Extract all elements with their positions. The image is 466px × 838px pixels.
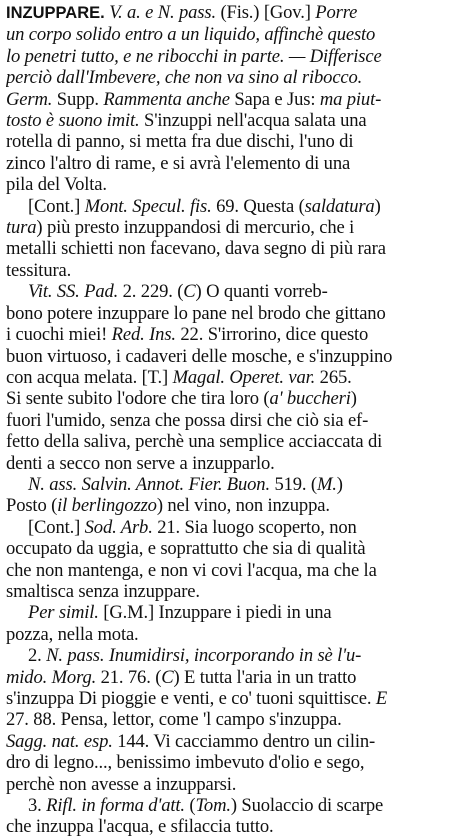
entry-line bbox=[6, 217, 460, 238]
entry-line bbox=[6, 560, 460, 581]
entry-line bbox=[6, 67, 460, 88]
entry-line-text: 27. 88. Pensa, lettor, come 'l campo s'inzuppa. bbox=[6, 709, 342, 731]
entry-line-text: tessitura. bbox=[6, 259, 72, 281]
entry-line-text: bono potere inzuppare lo pane nel brodo che gittano bbox=[6, 302, 386, 324]
entry-line bbox=[6, 774, 460, 795]
entry-line bbox=[6, 153, 460, 174]
entry-line bbox=[6, 367, 460, 388]
entry-line-text: metalli schietti non facevano, dava segno di più rara bbox=[6, 238, 386, 260]
headword: INZUPPARE. bbox=[6, 4, 105, 22]
entry-line-text: [Cont.] Sod. Arb. 21. Sia luogo scoperto, non bbox=[28, 516, 357, 538]
entry-line bbox=[6, 238, 460, 259]
entry-line-text: lo penetri tutto, e ne ribocchi in parte. — Differisce bbox=[6, 45, 382, 67]
entry-line-text: 2. N. pass. Inumidirsi, incorporando in sè l'u- bbox=[28, 645, 362, 667]
entry-line-text: Sagg. nat. esp. 144. Vi cacciammo dentro un cilin- bbox=[6, 730, 376, 752]
entry-line bbox=[6, 281, 460, 302]
entry-line-text: un corpo solido entro a un liquido, affinchè questo bbox=[6, 24, 376, 46]
entry-line bbox=[6, 346, 460, 367]
entry-line-text: rotella di panno, si metta fra due dischi, l'uno di bbox=[6, 131, 354, 153]
entry-line-text: tosto è suono imit. S'inzuppi nell'acqua salata una bbox=[6, 110, 367, 132]
entry-line-text: con acqua melata. [T.] Magal. Operet. var. 265. bbox=[6, 366, 352, 388]
entry-line bbox=[6, 624, 460, 645]
entry-line bbox=[6, 110, 460, 131]
entry-line bbox=[6, 324, 460, 345]
entry-line bbox=[6, 46, 460, 67]
entry-line-text: smaltisca senza inzuppare. bbox=[6, 580, 200, 602]
entry-line bbox=[6, 174, 460, 195]
entry-line bbox=[6, 752, 460, 773]
entry-line bbox=[6, 645, 460, 666]
entry-line-text: i cuochi miei! Red. Ins. 22. S'irrorino, dice questo bbox=[6, 324, 369, 346]
entry-line-text: che non mantenga, e non vi covi l'acqua, ma che la bbox=[6, 559, 377, 581]
entry-line-text: pila del Volta. bbox=[6, 174, 107, 196]
entry-line-text: Germ. Supp. Rammenta anche Sapa e Jus: ma piut- bbox=[6, 88, 382, 110]
entry-line bbox=[6, 495, 460, 516]
entry-line bbox=[6, 688, 460, 709]
entry-line bbox=[6, 538, 460, 559]
entry-line-text: fuori l'umido, senza che possa dirsi che ciò sia ef- bbox=[6, 409, 369, 431]
entry-line bbox=[6, 731, 460, 752]
entry-line bbox=[6, 602, 460, 623]
entry-line bbox=[6, 303, 460, 324]
entry-line-text: buon virtuoso, i cadaveri delle mosche, e s'inzuppino bbox=[6, 345, 393, 367]
entry-line-text: mido. Morg. 21. 76. (C) E tutta l'aria in un tratto bbox=[6, 666, 357, 688]
entry-line bbox=[6, 131, 460, 152]
entry-line-text: Posto (il berlingozzo) nel vino, non inzuppa. bbox=[6, 495, 330, 517]
entry-line bbox=[6, 2, 460, 24]
dictionary-entry-inzuppare bbox=[6, 2, 460, 838]
entry-line bbox=[6, 667, 460, 688]
entry-line-text: s'inzuppa Di pioggie e venti, e co' tuoni squittisce. E bbox=[6, 688, 388, 709]
entry-line-text: perciò dall'Imbevere, che non va sino al ribocco. bbox=[6, 67, 363, 89]
entry-line bbox=[6, 431, 460, 452]
entry-line bbox=[6, 474, 460, 495]
entry-line-text: zinco l'altro di rame, e si avrà l'elemento di una bbox=[6, 152, 351, 174]
entry-line bbox=[6, 196, 460, 217]
entry-line-text: perchè non avesse a inzupparsi. bbox=[6, 773, 237, 795]
entry-line bbox=[6, 795, 460, 816]
entry-line-text: Vit. SS. Pad. 2. 229. (C) O quanti vorreb- bbox=[28, 281, 328, 303]
entry-line-text: dro di legno..., benissimo imbevuto d'olio e sego, bbox=[6, 752, 365, 774]
entry-line bbox=[6, 89, 460, 110]
entry-line bbox=[6, 24, 460, 45]
entry-line-text: V. a. e N. pass. (Fis.) [Gov.] Porre bbox=[109, 2, 358, 23]
entry-line bbox=[6, 260, 460, 281]
entry-line-text: 3. Rifl. in forma d'att. (Tom.) Suolaccio di scarpe bbox=[28, 795, 384, 817]
entry-line bbox=[6, 581, 460, 602]
entry-line-text: che inzuppa l'acqua, e sfilaccia tutto. bbox=[6, 816, 274, 838]
entry-line-text: Si sente subito l'odore che tira loro (a' buccheri) bbox=[6, 388, 357, 410]
entry-line bbox=[6, 816, 460, 837]
entry-line bbox=[6, 709, 460, 730]
entry-line-text: N. ass. Salvin. Annot. Fier. Buon. 519. (M.) bbox=[28, 473, 343, 495]
entry-line-text: fetto della saliva, perchè una semplice acciaccata di bbox=[6, 431, 383, 453]
entry-line bbox=[6, 410, 460, 431]
entry-line-text: denti a secco non serve a inzupparlo. bbox=[6, 452, 275, 474]
entry-line-text: pozza, nella mota. bbox=[6, 623, 139, 645]
entry-line bbox=[6, 517, 460, 538]
entry-line bbox=[6, 388, 460, 409]
entry-line-text: Per simil. [G.M.] Inzuppare i piedi in una bbox=[28, 602, 332, 624]
entry-line bbox=[6, 453, 460, 474]
entry-line-text: [Cont.] Mont. Specul. fis. 69. Questa (saldatura) bbox=[28, 195, 381, 217]
entry-line-text: tura) più presto inzuppandosi di mercurio, che i bbox=[6, 217, 355, 239]
entry-line-text: occupato da uggia, e soprattutto che sia di qualità bbox=[6, 538, 366, 560]
